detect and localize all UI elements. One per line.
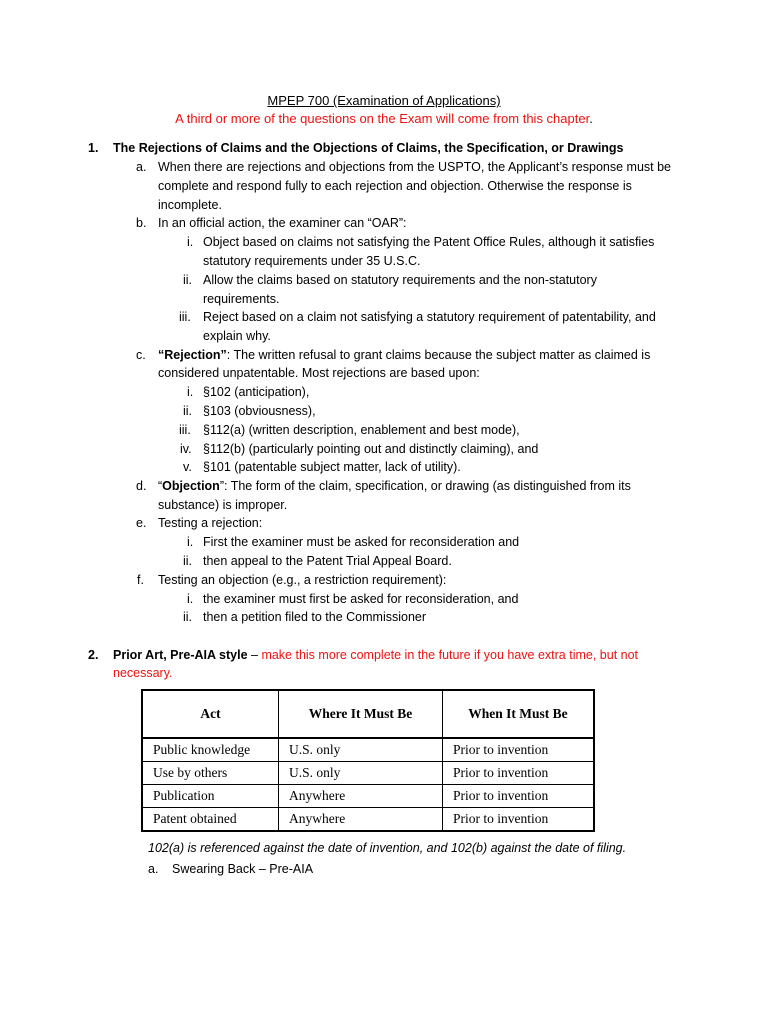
item-e-ii-text: then appeal to the Patent Trial Appeal Board. — [203, 554, 452, 568]
item-c-iv-marker: iv. — [180, 442, 192, 456]
section-2-item-a-text: Swearing Back – Pre-AIA — [172, 862, 314, 876]
item-f-i-text: the examiner must first be asked for reconsideration, and — [203, 592, 519, 606]
item-b-ii-marker: ii. — [183, 273, 193, 287]
page-title: MPEP 700 (Examination of Applications) — [267, 93, 501, 108]
section-2-note: make this more complete in the future if you have extra time, but not — [261, 648, 639, 662]
item-b-marker: b. — [136, 216, 147, 230]
item-c-marker: c. — [136, 348, 146, 362]
header-act: Act — [142, 690, 279, 738]
item-a-marker: a. — [136, 160, 147, 174]
item-e-marker: e. — [136, 516, 147, 530]
section-2-heading-line: Prior Art, Pre-AIA style – make this more complete in the future if you have extra time, but not — [113, 648, 639, 662]
cell-act: Publication — [142, 785, 279, 808]
item-e-i-marker: i. — [187, 535, 194, 549]
cell-where: U.S. only — [279, 762, 443, 785]
item-b-i-line-1: Object based on claims not satisfying the Patent Office Rules, although it satisfies — [203, 235, 655, 249]
cell-act: Use by others — [142, 762, 279, 785]
item-b-iii-marker: iii. — [179, 310, 191, 324]
item-c-iv-text: §112(b) (particularly pointing out and distinctly claiming), and — [203, 442, 539, 456]
table-header-row — [142, 690, 594, 738]
page-subtitle: A third or more of the questions on the Exam will come from this chapter. — [175, 111, 593, 126]
table-row — [142, 785, 594, 808]
item-f-ii-marker: ii. — [183, 610, 193, 624]
cell-where: Anywhere — [279, 808, 443, 832]
item-c-ii-marker: ii. — [183, 404, 193, 418]
section-2-heading: Prior Art, Pre-AIA style — [113, 648, 248, 662]
cell-act: Patent obtained — [142, 808, 279, 832]
item-a-line-2: complete and respond fully to each rejection and objection. Otherwise the response is — [158, 179, 632, 193]
item-d-line-2: substance) is improper. — [158, 498, 288, 512]
item-c-i-text: §102 (anticipation), — [203, 385, 310, 399]
item-f-i-marker: i. — [187, 592, 194, 606]
item-b-iii-line-2: explain why. — [203, 329, 271, 343]
header-where: Where It Must Be — [279, 690, 443, 738]
cell-where: Anywhere — [279, 785, 443, 808]
table-row — [142, 808, 594, 832]
item-b-ii-line-2: requirements. — [203, 292, 280, 306]
item-b-i-line-2: statutory requirements under 35 U.S.C. — [203, 254, 421, 268]
item-c-v-text: §101 (patentable subject matter, lack of utility). — [203, 460, 461, 474]
item-b-iii-line-1: Reject based on a claim not satisfying a statutory requirement of patentability, and — [203, 310, 656, 324]
item-d-line-1: “Objection”: The form of the claim, specification, or drawing (as distinguished from its — [158, 479, 631, 493]
table-row — [142, 738, 594, 762]
item-b-i-marker: i. — [187, 235, 194, 249]
section-2-number: 2. — [88, 648, 99, 662]
cell-when: Prior to invention — [443, 738, 595, 762]
item-e-ii-marker: ii. — [183, 554, 193, 568]
item-c-line-1: “Rejection”: The written refusal to grant claims because the subject matter as claimed is — [158, 348, 651, 362]
item-c-i-marker: i. — [187, 385, 194, 399]
header-when: When It Must Be — [443, 690, 595, 738]
table-row — [142, 762, 594, 785]
item-e-i-text: First the examiner must be asked for reconsideration and — [203, 535, 520, 549]
item-d-marker: d. — [136, 479, 147, 493]
cell-when: Prior to invention — [443, 762, 595, 785]
prior-art-table — [141, 689, 595, 832]
section-1-heading: The Rejections of Claims and the Objections of Claims, the Specification, or Drawings — [113, 141, 624, 155]
table-caption: 102(a) is referenced against the date of invention, and 102(b) against the date of filing. — [148, 841, 627, 855]
item-c-iii-marker: iii. — [179, 423, 191, 437]
item-c-line-2: considered unpatentable. Most rejections are based upon: — [158, 366, 480, 380]
item-e-text: Testing a rejection: — [158, 516, 263, 530]
item-a-line-3: incomplete. — [158, 198, 222, 212]
cell-when: Prior to invention — [443, 785, 595, 808]
section-2-item-a-marker: a. — [148, 862, 159, 876]
item-c-v-marker: v. — [183, 460, 192, 474]
item-b-text: In an official action, the examiner can “OAR”: — [158, 216, 407, 230]
cell-act: Public knowledge — [142, 738, 279, 762]
item-c-ii-text: §103 (obviousness), — [203, 404, 316, 418]
item-a-line-1: When there are rejections and objections from the USPTO, the Applicant’s response must be — [158, 160, 672, 174]
cell-where: U.S. only — [279, 738, 443, 762]
item-f-text: Testing an objection (e.g., a restriction requirement): — [158, 573, 447, 587]
rejection-term: “Rejection” — [158, 348, 227, 362]
item-b-ii-line-1: Allow the claims based on statutory requirements and the non-statutory — [203, 273, 597, 287]
objection-term: Objection — [162, 479, 220, 493]
item-f-marker: f. — [137, 573, 144, 587]
item-f-ii-text: then a petition filed to the Commissioner — [203, 610, 427, 624]
cell-when: Prior to invention — [443, 808, 595, 832]
section-2-note-cont: necessary. — [113, 666, 173, 680]
item-c-iii-text: §112(a) (written description, enablement and best mode), — [203, 423, 520, 437]
section-1-number: 1. — [88, 141, 99, 155]
